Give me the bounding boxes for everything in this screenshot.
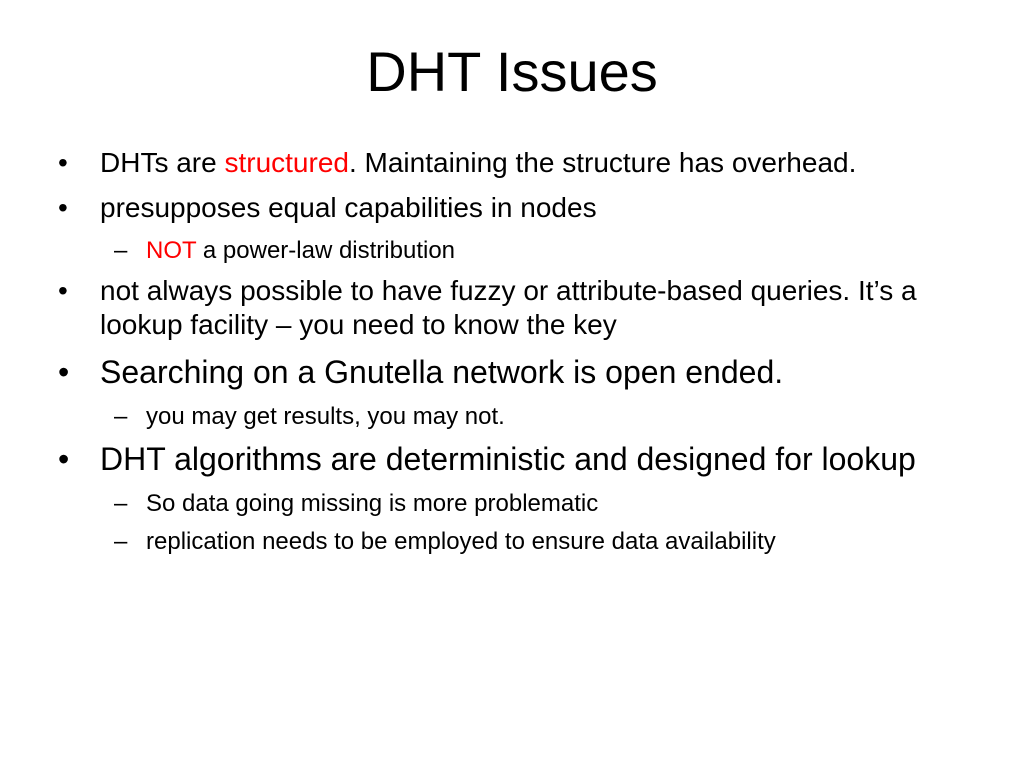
highlight-text: NOT (146, 237, 197, 264)
dash-marker: – (114, 403, 128, 430)
bullet-item (56, 274, 956, 342)
bullet-marker: • (58, 441, 70, 477)
slide-title: DHT Issues (366, 40, 658, 103)
sub-bullet-item (56, 236, 956, 266)
highlight-text: structured (224, 147, 349, 178)
bullet-marker: • (58, 147, 68, 178)
bullet-item (56, 146, 956, 180)
bullet-text: . Maintaining the structure has overhead. (348, 147, 857, 178)
bullet-text: not always possible to have fuzzy or attribute-based queries. It’s a lookup facility – you need to know the key (100, 275, 917, 340)
sub-bullet-text: a power-law distribution (196, 237, 456, 264)
bullet-marker: • (58, 275, 68, 306)
sub-bullet-item (56, 402, 956, 432)
sub-bullet-text: replication needs to be employed to ensure data availability (146, 528, 776, 555)
bullet-text: DHT algorithms are deterministic and designed for lookup (100, 441, 916, 477)
sub-bullet-item (56, 489, 956, 519)
bullet-text: Searching on a Gnutella network is open ended. (100, 354, 784, 390)
dash-marker: – (114, 528, 128, 555)
bullet-item (56, 440, 956, 478)
bullet-text: DHTs are (100, 147, 225, 178)
bullet-marker: • (58, 192, 68, 223)
bullet-text: presupposes equal capabilities in nodes (100, 192, 597, 223)
sub-bullet-item (56, 527, 956, 557)
dash-marker: – (114, 490, 128, 517)
dash-marker: – (114, 237, 128, 264)
sub-bullet-text: So data going missing is more problematic (146, 490, 599, 517)
bullet-list (56, 146, 956, 565)
bullet-marker: • (58, 354, 70, 390)
sub-bullet-text: you may get results, you may not. (146, 403, 505, 430)
bullet-item (56, 353, 956, 391)
bullet-item (56, 191, 956, 225)
